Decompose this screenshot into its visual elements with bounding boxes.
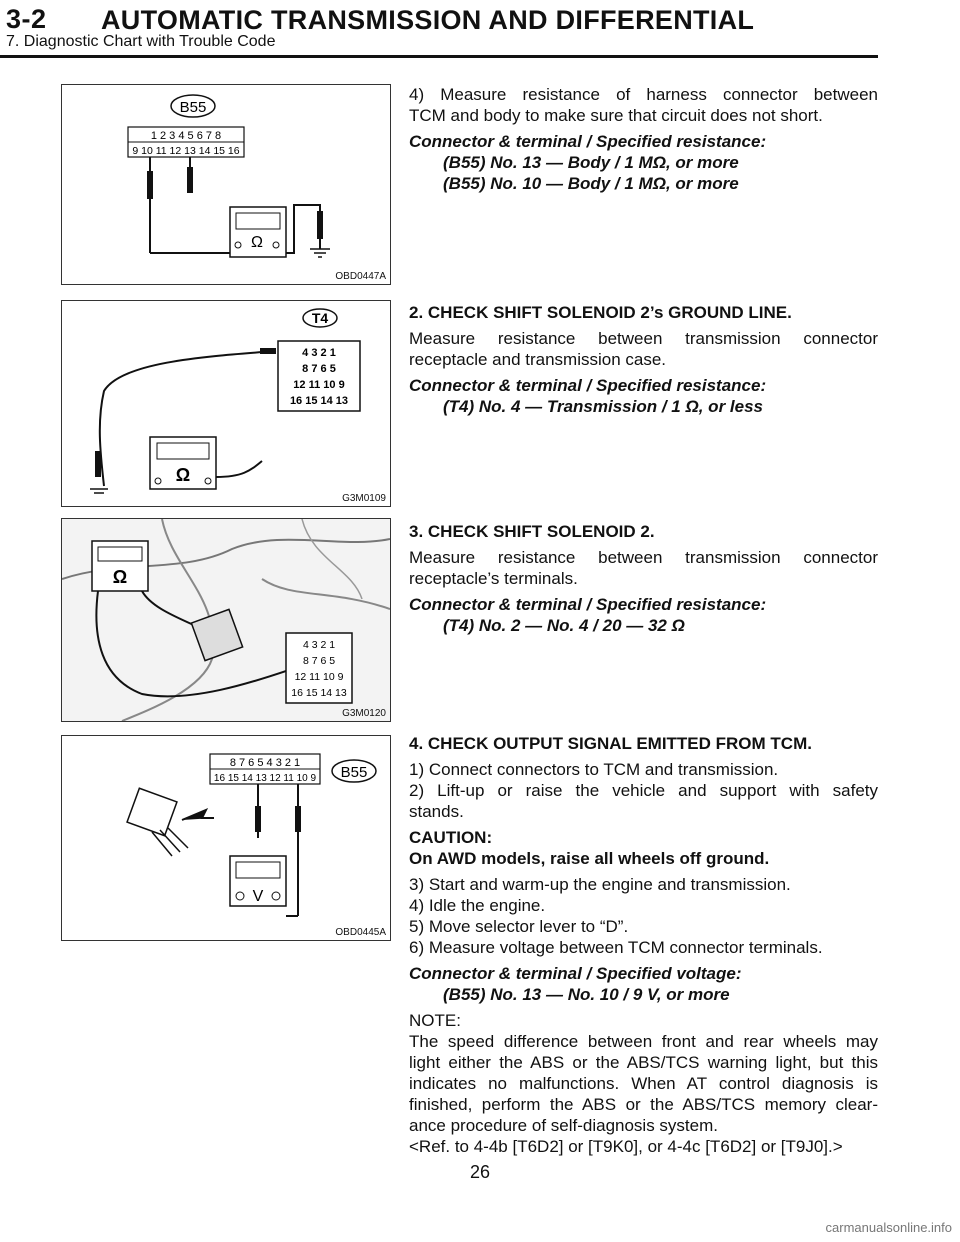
section-number: 3-2 bbox=[6, 4, 47, 34]
step-6: 6) Measure voltage between TCM connector terminals. bbox=[409, 938, 823, 957]
figure-caption: OBD0447A bbox=[335, 271, 386, 282]
body-line-b: receptacle and transmission case. bbox=[409, 350, 667, 369]
step-2b: stands. bbox=[409, 802, 464, 821]
ohm-symbol: Ω bbox=[175, 465, 191, 485]
figure-obd0447a bbox=[61, 84, 391, 285]
step-block-4 bbox=[409, 733, 878, 1162]
page-subtitle: 7. Diagnostic Chart with Trouble Code bbox=[6, 33, 276, 50]
spec-line-1: (B55) No. 13 — Body / 1 MΩ, or more bbox=[443, 153, 739, 172]
spec-line-1: (T4) No. 2 — No. 4 / 20 — 32 Ω bbox=[443, 616, 685, 635]
volt-symbol: V bbox=[252, 888, 264, 905]
step-4: 4) Idle the engine. bbox=[409, 896, 546, 915]
connector-diagram-2 bbox=[62, 301, 390, 506]
spec-heading: Connector & terminal / Specified resistance: bbox=[409, 132, 767, 151]
step-heading: 4. CHECK OUTPUT SIGNAL EMITTED FROM TCM. bbox=[409, 734, 812, 753]
spec-heading: Connector & terminal / Specified voltage: bbox=[409, 964, 742, 983]
pin-row-4: 16 15 14 13 bbox=[289, 395, 349, 407]
figure-caption: G3M0120 bbox=[342, 708, 386, 719]
spec-line-2: (B55) No. 10 — Body / 1 MΩ, or more bbox=[443, 174, 739, 193]
pin-row-1: 4 3 2 1 bbox=[302, 639, 336, 651]
pin-row-3: 12 11 10 9 bbox=[293, 379, 345, 391]
figure-obd0445a bbox=[61, 735, 391, 941]
step-1: 1) Connect connectors to TCM and transmission. bbox=[409, 760, 779, 779]
note-reference-link[interactable]: <Ref. to 4-4b [T6D2] or [T9K0], or 4-4c [T6D2] or [T9J0].> bbox=[409, 1137, 843, 1156]
step-5: 5) Move selector lever to “D”. bbox=[409, 917, 629, 936]
figure-caption: OBD0445A bbox=[335, 927, 386, 938]
caution-text: On AWD models, raise all wheels off ground. bbox=[409, 849, 770, 868]
body-line-b: receptacle’s terminals. bbox=[409, 569, 578, 588]
step-block-2 bbox=[409, 302, 878, 422]
step-2a: 2) Lift-up or raise the vehicle and support with safety bbox=[409, 781, 878, 800]
pin-row-1: 4 3 2 1 bbox=[302, 347, 336, 359]
step-3: 3) Start and warm-up the engine and transmission. bbox=[409, 875, 791, 894]
page-title: AUTOMATIC TRANSMISSION AND DIFFERENTIAL bbox=[101, 5, 755, 35]
intro-line-a: 4) Measure resistance of harness connector between bbox=[409, 85, 878, 104]
figure-g3m0109 bbox=[61, 300, 391, 507]
ohm-symbol: Ω bbox=[251, 234, 263, 251]
pin-row-2: 8 7 6 5 bbox=[302, 655, 336, 667]
connector-label: T4 bbox=[311, 310, 329, 326]
note-line-5: ance procedure of self-diagnosis system. bbox=[409, 1116, 718, 1135]
pin-row-3: 12 11 10 9 bbox=[294, 671, 344, 683]
step-block-3 bbox=[409, 521, 878, 641]
spec-line-1: (T4) No. 4 — Transmission / 1 Ω, or less bbox=[443, 397, 763, 416]
note-line-4: finished, perform the ABS or the ABS/TCS memory clear- bbox=[409, 1095, 878, 1114]
pins-row-top: 8 7 6 5 4 3 2 1 bbox=[229, 757, 301, 769]
page-header bbox=[0, 0, 960, 58]
engine-bay-photo-3 bbox=[62, 519, 390, 721]
note-line-3: indicates no malfunctions. When AT control diagnosis is bbox=[409, 1074, 878, 1093]
harness-diagram-1 bbox=[62, 85, 390, 284]
page-number: 26 bbox=[469, 1162, 491, 1182]
step-heading: 2. CHECK SHIFT SOLENOID 2’s GROUND LINE. bbox=[409, 303, 792, 322]
spec-heading: Connector & terminal / Specified resistance: bbox=[409, 376, 767, 395]
pins-row-bottom: 9 10 11 12 13 14 15 16 bbox=[132, 145, 240, 157]
note-line-2: light either the ABS or the ABS/TCS warning light, but this bbox=[409, 1053, 878, 1072]
step-block-1 bbox=[409, 84, 878, 199]
note-heading: NOTE: bbox=[409, 1011, 461, 1030]
figure-caption: G3M0109 bbox=[342, 493, 386, 504]
figure-g3m0120 bbox=[61, 518, 391, 722]
spec-line-1: (B55) No. 13 — No. 10 / 9 V, or more bbox=[443, 985, 730, 1004]
connector-label: B55 bbox=[340, 764, 368, 781]
note-line-1: The speed difference between front and rear wheels may bbox=[409, 1032, 878, 1051]
body-line-a: Measure resistance between transmission connector bbox=[409, 548, 878, 567]
intro-line-b: TCM and body to make sure that circuit does not short. bbox=[409, 106, 823, 125]
pins-row-top: 1 2 3 4 5 6 7 8 bbox=[150, 130, 222, 142]
pin-row-2: 8 7 6 5 bbox=[302, 363, 336, 375]
connector-label: B55 bbox=[179, 99, 207, 116]
body-line-a: Measure resistance between transmission connector bbox=[409, 329, 878, 348]
footer-watermark: carmanualsonline.info bbox=[825, 1220, 952, 1235]
spec-heading: Connector & terminal / Specified resistance: bbox=[409, 595, 767, 614]
caution-heading: CAUTION: bbox=[409, 828, 493, 847]
harness-diagram-4 bbox=[62, 736, 390, 940]
pin-row-4: 16 15 14 13 bbox=[291, 687, 347, 699]
ohm-symbol: Ω bbox=[112, 567, 128, 587]
pins-row-bottom: 16 15 14 13 12 11 10 9 bbox=[213, 773, 317, 784]
header-rule bbox=[0, 55, 878, 58]
step-heading: 3. CHECK SHIFT SOLENOID 2. bbox=[409, 522, 655, 541]
